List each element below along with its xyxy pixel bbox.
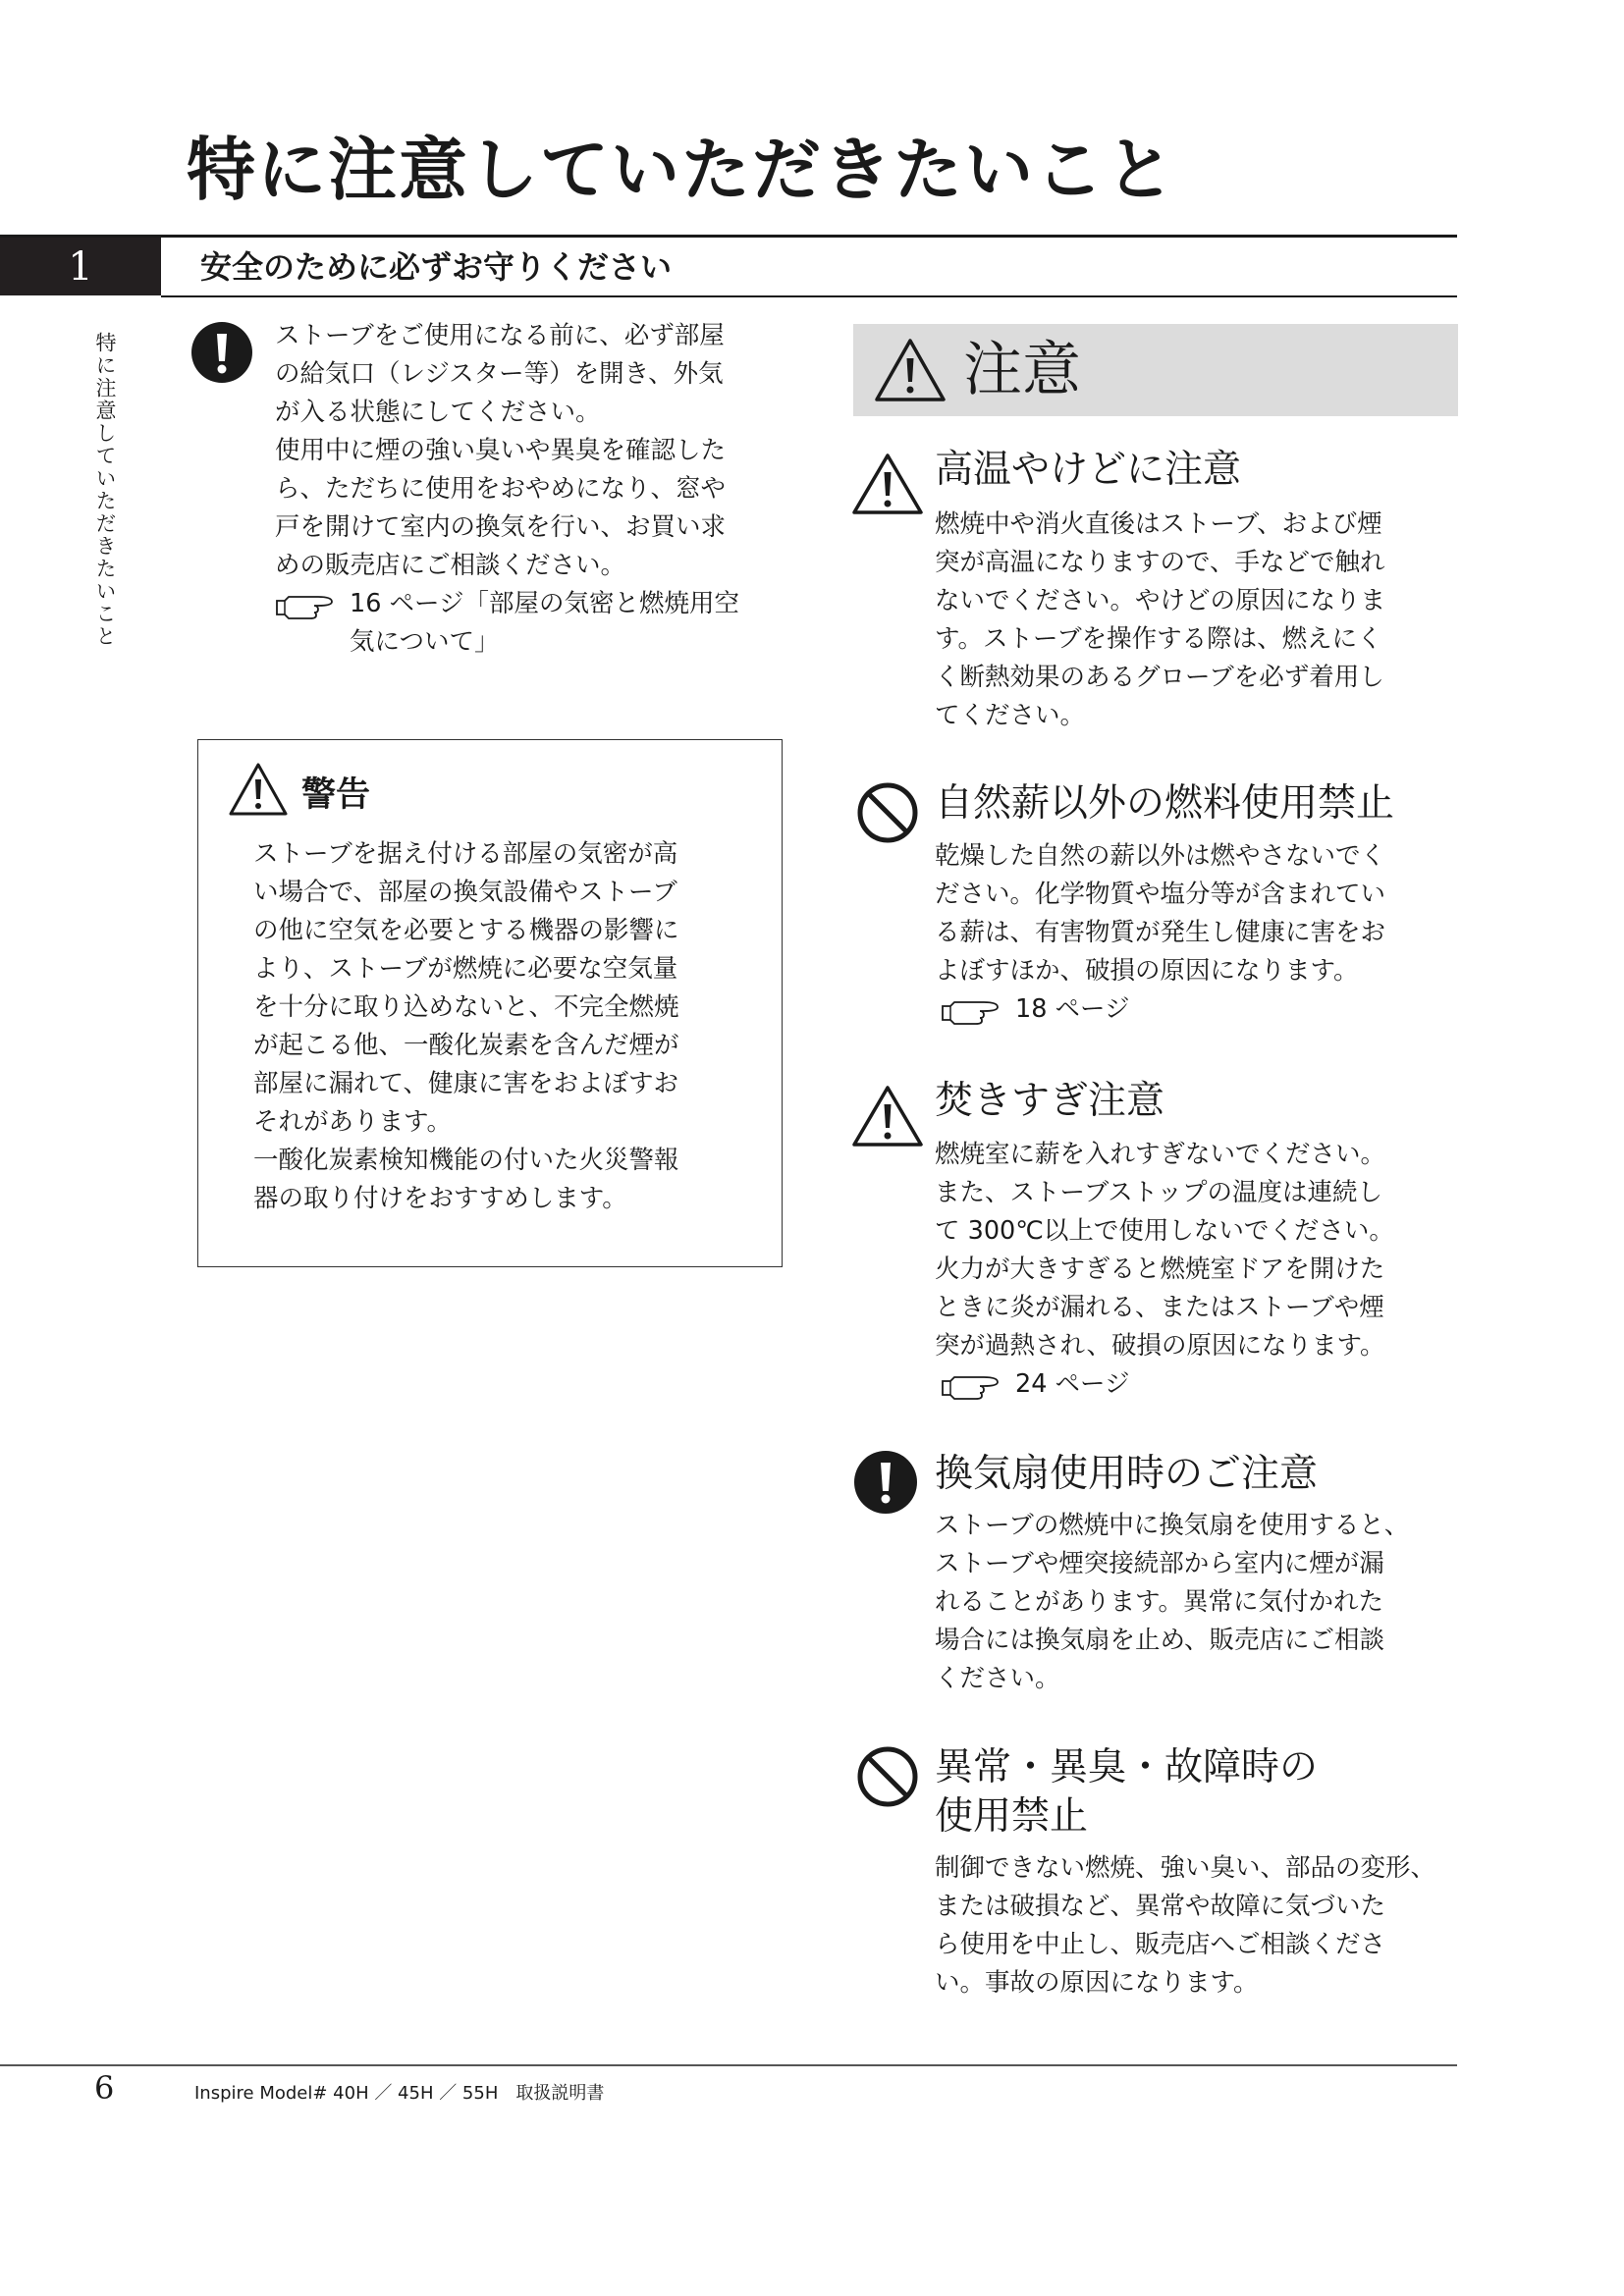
warning-text <box>253 835 754 1218</box>
text-line: す。ストーブを操作する際は、燃えにく <box>935 624 1382 654</box>
title-rule <box>0 235 1457 238</box>
text-line: ださい。化学物質や塩分等が含まれてい <box>935 880 1386 909</box>
text-line: れることがあります。異常に気付かれた <box>935 1587 1383 1617</box>
side-tab: 特に注意していただきたいこと <box>93 332 117 648</box>
item-heading <box>935 1743 1318 1842</box>
page-number: 6 <box>94 2069 115 2107</box>
chapter-number-box <box>0 238 161 295</box>
caution-title: 注意 <box>963 336 1081 404</box>
item-text <box>935 837 1465 1029</box>
pointing-hand-icon <box>941 1375 1001 1401</box>
warning-triangle-icon <box>850 1084 925 1148</box>
footer-rule <box>0 2064 1457 2066</box>
text-line: い。事故の原因になります。 <box>935 1968 1259 1998</box>
intro-text <box>275 317 805 585</box>
text-line: が入る状態にしてください。 <box>275 398 601 427</box>
warning-triangle-icon <box>873 337 947 403</box>
item-heading: 高温やけどに注意 <box>935 448 1242 492</box>
text-line: 突が高温になりますので、手などで触れ <box>935 548 1385 577</box>
mandatory-icon <box>191 322 252 383</box>
text-line: 部屋に漏れて、健康に害をおよぼすお <box>253 1069 678 1098</box>
chapter-number: 1 <box>68 243 93 290</box>
text-line: また、ストーブストップの温度は連続し <box>935 1178 1382 1207</box>
item-text <box>935 506 1465 735</box>
text-line: 燃焼中や消火直後はストーブ、および煙 <box>935 509 1382 539</box>
text-line: 火力が大きすぎると燃焼室ドアを開けた <box>935 1255 1385 1284</box>
reference-text: 24 ページ <box>1015 1369 1130 1399</box>
text-line: が起こる他、一酸化炭素を含んだ煙が <box>253 1031 679 1060</box>
section-heading: 安全のために必ずお守りください <box>200 248 673 286</box>
text-line: 燃焼室に薪を入れすぎないでください。 <box>935 1140 1386 1169</box>
page-reference <box>275 585 805 662</box>
text-line: 場合には換気扇を止め、販売店にご相談 <box>935 1626 1384 1655</box>
section-rule <box>161 295 1457 297</box>
text-line: て 300℃以上で使用しないでください。 <box>935 1216 1394 1246</box>
prohibited-icon <box>856 781 919 844</box>
text-line: 戸を開けて室内の換気を行い、お買い求 <box>275 512 727 542</box>
reference-text: 18 ページ <box>1015 994 1130 1024</box>
text-line: ときに炎が漏れる、またはストーブや煙 <box>935 1293 1384 1322</box>
item-text <box>935 1507 1465 1698</box>
warning-triangle-icon <box>228 762 289 817</box>
text-line: 乾燥した自然の薪以外は燃やさないでく <box>935 841 1386 871</box>
text-line: ストーブをご使用になる前に、必ず部屋 <box>275 321 725 350</box>
warning-title: 警告 <box>301 775 371 815</box>
warning-box <box>197 739 783 1267</box>
text-line: を十分に取り込めないと、不完全燃焼 <box>253 992 679 1022</box>
text-line: ないでください。やけどの原因になりま <box>935 586 1386 615</box>
item-text <box>935 1849 1465 2002</box>
text-line: く断熱効果のあるグローブを必ず着用し <box>935 663 1384 692</box>
reference-text: 気について」 <box>350 627 500 657</box>
text-line: 一酸化炭素検知機能の付いた火災警報 <box>253 1146 679 1175</box>
text-line: の他に空気を必要とする機器の影響に <box>253 916 679 945</box>
text-line: 使用中に煙の強い臭いや異臭を確認した <box>275 436 727 465</box>
caution-banner <box>853 324 1458 416</box>
text-line: ら使用を中止し、販売店へご相談くださ <box>935 1930 1386 1959</box>
mandatory-icon <box>854 1451 917 1514</box>
text-line: い場合で、部屋の換気設備やストーブ <box>253 878 677 907</box>
text-line: ください。 <box>935 1664 1060 1693</box>
text-line: めの販売店にご相談ください。 <box>275 551 626 580</box>
text-line: ストーブや煙突接続部から室内に煙が漏 <box>935 1549 1384 1578</box>
pointing-hand-icon <box>941 1000 1001 1026</box>
pointing-hand-icon <box>275 595 336 620</box>
text-line: ら、ただちに使用をおやめになり、窓や <box>275 474 727 504</box>
item-heading: 換気扇使用時のご注意 <box>935 1452 1319 1496</box>
text-line: または破損など、異常や故障に気づいた <box>935 1892 1386 1921</box>
text-line: よぼすほか、破損の原因になります。 <box>935 956 1359 986</box>
warning-triangle-icon <box>850 452 925 516</box>
text-line: 器の取り付けをおすすめします。 <box>253 1184 627 1213</box>
text-line: てください。 <box>935 701 1086 730</box>
footer-text: Inspire Model# 40H ／ 45H ／ 55H 取扱説明書 <box>194 2083 605 2104</box>
prohibited-icon <box>856 1745 919 1808</box>
text-line: の給気口（レジスター等）を開き、外気 <box>275 359 724 389</box>
item-heading: 自然薪以外の燃料使用禁止 <box>935 781 1395 826</box>
text-line: る薪は、有害物質が発生し健康に害をお <box>935 918 1386 947</box>
item-text <box>935 1136 1465 1404</box>
text-line: 突が過熱され、破損の原因になります。 <box>935 1331 1385 1361</box>
item-heading: 焚きすぎ注意 <box>935 1079 1165 1123</box>
heading-line: 使用禁止 <box>935 1794 1089 1839</box>
reference-text: 16 ページ「部屋の気密と燃焼用空 <box>350 589 740 618</box>
text-line: 制御できない燃焼、強い臭い、部品の変形、 <box>935 1853 1436 1883</box>
text-line: より、ストーブが燃焼に必要な空気量 <box>253 954 678 984</box>
text-line: ストーブを据え付ける部屋の気密が高 <box>253 839 678 869</box>
heading-line: 異常・異臭・故障時の <box>935 1745 1319 1789</box>
text-line: それがあります。 <box>253 1107 452 1137</box>
page-title: 特に注意していただきたいこと <box>187 129 1176 210</box>
text-line: ストーブの燃焼中に換気扇を使用すると、 <box>935 1511 1410 1540</box>
